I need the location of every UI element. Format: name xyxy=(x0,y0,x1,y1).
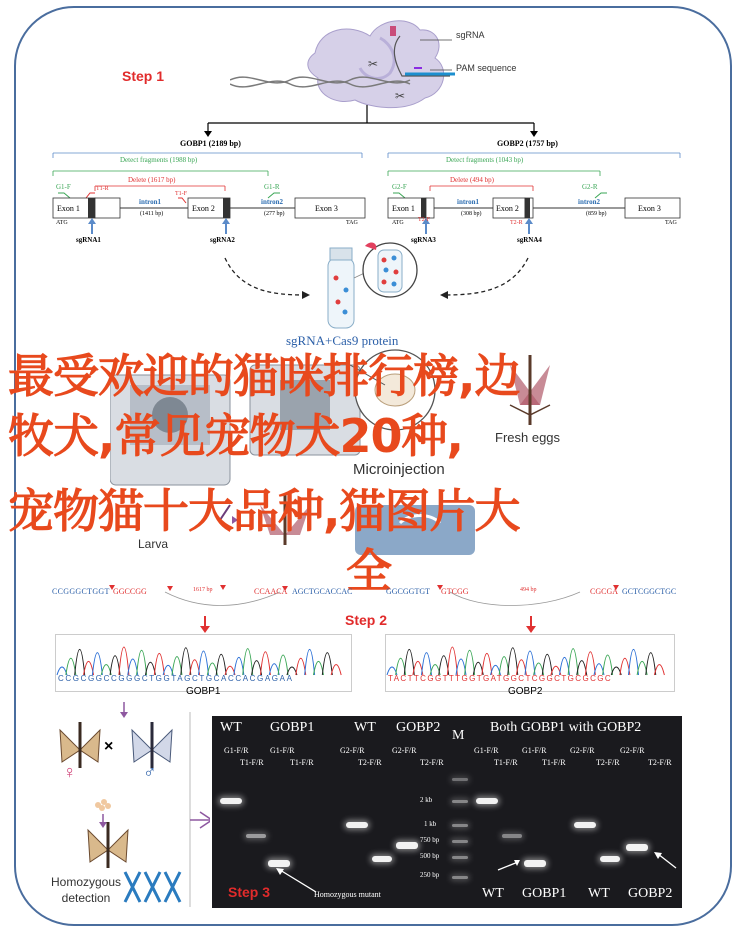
sgrna-callout: sgRNA xyxy=(456,30,485,40)
chromatogram-peak xyxy=(137,650,147,675)
gobp1-exon2: Exon 2 xyxy=(192,204,215,213)
gobp1-gene-map xyxy=(50,148,370,248)
gobp2-delete: Delete (494 bp) xyxy=(450,176,494,184)
gobp1-t1r: T1-R xyxy=(96,186,109,192)
arrow-down-right-icon xyxy=(524,616,538,634)
gobp2-gene-map xyxy=(385,148,685,248)
chromatogram-peak xyxy=(128,659,138,675)
gel-g1fr-b: G1-F/R xyxy=(270,746,295,755)
gobp2-exon3: Exon 3 xyxy=(638,204,661,213)
chromatogram-peak xyxy=(313,661,323,675)
gobp1-exon3: Exon 3 xyxy=(315,204,338,213)
gel-band xyxy=(600,856,620,862)
chromatogram-peak xyxy=(75,649,85,675)
chromatogram-peak xyxy=(568,649,578,675)
gel-band xyxy=(502,834,522,838)
gobp2-intron1: intron1 xyxy=(457,198,480,206)
svg-text:✂: ✂ xyxy=(368,57,379,71)
gel-both-g2fr-b: G2-F/R xyxy=(620,746,645,755)
seq-left-gap: 1617 bp xyxy=(193,587,213,593)
gobp2-exon2: Exon 2 xyxy=(496,204,519,213)
chromatogram-peak xyxy=(110,656,120,675)
seq-right-4: GCTCGGCTGC xyxy=(622,587,677,596)
microinjection-label: Microinjection xyxy=(353,461,445,478)
step3-label: Step 3 xyxy=(228,884,271,900)
chromatogram-peak xyxy=(190,660,200,675)
chromatogram-peak xyxy=(296,658,306,675)
gel-both-t2fr-a: T2-F/R xyxy=(596,758,620,767)
chromatogram-gobp2 xyxy=(385,634,675,692)
gel-t2fr-b: T2-F/R xyxy=(420,758,444,767)
chromatogram-peak xyxy=(482,653,492,675)
gel-band xyxy=(246,834,266,838)
chromatogram-peak xyxy=(465,650,475,675)
gobp2-g2r: G2-R xyxy=(582,183,598,191)
gel-bottom-gobp1: GOBP1 xyxy=(522,886,567,901)
gel-band xyxy=(574,822,596,828)
gobp1-detect: Detect fragments (1988 bp) xyxy=(120,156,198,164)
gel-both-g2fr-a: G2-F/R xyxy=(570,746,595,755)
gobp2-t2f: T2-F xyxy=(418,217,430,223)
chromatogram-peak xyxy=(216,654,226,675)
seq-left-1: CCGGGCTGGT xyxy=(52,587,110,596)
chromatogram-peak xyxy=(331,665,341,675)
overlay-title-line2: 牧犬,常见宠物犬20种, xyxy=(8,409,463,463)
chromatogram-peak xyxy=(154,653,164,675)
gel-both-t1fr-a: T1-F/R xyxy=(494,758,518,767)
chromatogram-gobp1 xyxy=(55,634,352,692)
gel-g1fr-a: G1-F/R xyxy=(224,746,249,755)
ladder-band xyxy=(452,800,468,803)
gobp1-sgrna2: sgRNA2 xyxy=(210,236,235,244)
chromatogram-peak xyxy=(119,647,129,675)
chromatogram-peak xyxy=(92,653,102,675)
gobp1-tag: TAG xyxy=(346,220,358,226)
gobp1-g1f: G1-F xyxy=(56,183,71,191)
chromatogram-peak xyxy=(234,657,244,675)
trace2-sequence: TACTTCGGTTTGGTGATGGCTCGGCTGCGCGC xyxy=(388,674,613,683)
gobp2-title: GOBP2 (1757 bp) xyxy=(497,139,558,148)
gel-arrow-icon xyxy=(650,850,680,872)
gel-t2fr-a: T2-F/R xyxy=(358,758,382,767)
gel-g2fr-a: G2-F/R xyxy=(340,746,365,755)
ladder-500bp: 500 bp xyxy=(420,852,440,860)
chromatogram-peak xyxy=(260,652,270,675)
gel-g2fr-b: G2-F/R xyxy=(392,746,417,755)
gobp2-sgrna4: sgRNA4 xyxy=(517,236,542,244)
gobp2-intron2: intron2 xyxy=(578,198,601,206)
gel-band xyxy=(346,822,368,828)
chromatogram-gobp2-peaks xyxy=(386,635,674,677)
gel-wt2: WT xyxy=(354,720,376,735)
sgrna-cas9-tube xyxy=(320,238,420,338)
gel-band xyxy=(220,798,242,804)
ladder-band xyxy=(452,856,468,859)
gel-both-g1fr-a: G1-F/R xyxy=(474,746,499,755)
chromatogram-peak xyxy=(525,651,535,675)
cross-symbol: × xyxy=(104,738,114,755)
chromatogram-peak xyxy=(447,647,457,675)
gobp2-intron2-bp: (859 bp) xyxy=(586,211,607,217)
seq-right-2: GTCGG xyxy=(441,587,469,596)
gobp1-intron2: intron2 xyxy=(261,198,284,206)
gobp2-g2f: G2-F xyxy=(392,183,407,191)
ladder-band xyxy=(452,824,468,827)
gel-gobp2: GOBP2 xyxy=(396,720,441,735)
gel-bottom-wt2: WT xyxy=(588,886,610,901)
gobp2-intron1-bp: (308 bp) xyxy=(461,211,482,217)
chromatogram-peak xyxy=(305,649,315,675)
gobp2-tag: TAG xyxy=(665,220,677,226)
pam-callout: PAM sequence xyxy=(456,63,517,73)
gel-band xyxy=(626,844,648,851)
gobp1-sgrna1: sgRNA1 xyxy=(76,236,101,244)
gel-wt1: WT xyxy=(220,720,242,735)
gel-electrophoresis-image xyxy=(212,716,682,908)
trace1-sequence: CCGCGGCCGGGCTGGTAGCTGCACCACGAGAA xyxy=(58,674,294,683)
larva-label: Larva xyxy=(138,537,169,551)
chromatogram-peak xyxy=(422,653,432,675)
gobp2-detect: Detect fragments (1043 bp) xyxy=(446,156,524,164)
chromatogram-peak xyxy=(629,649,639,675)
overlay-title-line3: 宠物猫十大品种,猫图片大 xyxy=(8,484,520,538)
gel-t1fr-b: T1-F/R xyxy=(290,758,314,767)
gobp1-intron1-bp: (1411 bp) xyxy=(140,211,164,217)
ladder-band xyxy=(452,876,468,879)
gobp1-atg: ATG xyxy=(56,220,68,226)
overlay-title-line4: 全 xyxy=(346,544,391,598)
gel-both-t1fr-b: T1-F/R xyxy=(542,758,566,767)
gobp2-sgrna3: sgRNA3 xyxy=(411,236,436,244)
male-symbol: ♂ xyxy=(143,762,157,782)
gobp2-exon1: Exon 1 xyxy=(392,204,415,213)
gobp1-g1r: G1-R xyxy=(264,183,280,191)
seq-right-3: CGCGA xyxy=(590,587,619,596)
chromatogram-peak xyxy=(278,655,288,675)
homozygous-detection-label: Homozygous detection xyxy=(50,875,122,905)
gobp1-delete: Delete (1617 bp) xyxy=(128,176,176,184)
ladder-250bp: 250 bp xyxy=(420,871,440,879)
ladder-2kb: 2 kb xyxy=(420,796,433,804)
gel-bottom-wt1: WT xyxy=(482,886,504,901)
ladder-band xyxy=(452,778,468,781)
chromatogram-peak xyxy=(252,661,262,675)
seq-right-1: GGCGGTGT xyxy=(386,587,430,596)
gobp1-t1f: T1-F xyxy=(175,191,187,197)
trace2-label: GOBP2 xyxy=(508,686,543,697)
chromatogram-peak xyxy=(542,654,552,675)
ladder-band xyxy=(452,840,468,843)
gel-arrow-icon xyxy=(494,854,524,874)
gel-band xyxy=(396,842,418,849)
step2-label: Step 2 xyxy=(345,612,388,628)
ladder-1kb: 1 kb xyxy=(424,820,437,828)
gobp1-exon1: Exon 1 xyxy=(57,204,80,213)
seq-left-4: AGCTGCACCAC xyxy=(292,587,353,596)
cas9-label: sgRNA+Cas9 protein xyxy=(286,333,399,348)
gel-t1fr-a: T1-F/R xyxy=(240,758,264,767)
gobp1-title: GOBP1 (2189 bp) xyxy=(180,139,241,148)
gel-gobp1: GOBP1 xyxy=(270,720,315,735)
seq-left-2: GGCCGG xyxy=(113,587,147,596)
seq-right-gap: 494 bp xyxy=(520,587,537,593)
gel-both: Both GOBP1 with GOBP2 xyxy=(490,720,642,735)
ladder-750bp: 750 bp xyxy=(420,836,440,844)
step1-label: Step 1 xyxy=(122,68,165,84)
chromatogram-peak xyxy=(84,661,94,675)
chromatogram-peak xyxy=(508,648,518,675)
homozygous-mutant-label: Homozygous mutant xyxy=(314,890,381,899)
gel-band xyxy=(524,860,546,867)
svg-text:✂: ✂ xyxy=(395,89,406,103)
gel-both-t2fr-b: T2-F/R xyxy=(648,758,672,767)
overlay-title-line1: 最受欢迎的猫咪排行榜,边 xyxy=(8,349,520,403)
tree-connector xyxy=(0,105,749,140)
chromatogram-peak xyxy=(322,653,332,675)
gel-band xyxy=(372,856,392,862)
gobp2-t2r: T2-R xyxy=(510,220,523,226)
gel-bottom-gobp2: GOBP2 xyxy=(628,886,673,901)
chromatogram-peak xyxy=(585,652,595,675)
chromatogram-peak xyxy=(404,649,414,675)
chromatogram-gobp1-peaks xyxy=(56,635,351,677)
fresh-eggs-label: Fresh eggs xyxy=(495,430,561,445)
arrow-down-left-icon xyxy=(198,616,212,634)
chromatogram-peak xyxy=(243,649,253,675)
chromatogram-peak xyxy=(603,655,613,675)
gobp1-intron1: intron1 xyxy=(139,198,162,206)
gel-band xyxy=(476,798,498,804)
gel-marker: M xyxy=(452,728,465,743)
trace1-label: GOBP1 xyxy=(186,686,221,697)
female-symbol: ♀ xyxy=(63,762,77,782)
chromatogram-peak xyxy=(199,651,209,675)
seq-left-3: CCAACA xyxy=(254,587,288,596)
chromatogram-peak xyxy=(646,653,656,675)
gobp1-intron2-bp: (277 bp) xyxy=(264,211,285,217)
gobp2-atg: ATG xyxy=(392,220,404,226)
chromatogram-peak xyxy=(66,658,76,675)
gel-both-g1fr-b: G1-F/R xyxy=(522,746,547,755)
chromatogram-peak xyxy=(181,648,191,675)
chromatogram-peak xyxy=(172,657,182,675)
